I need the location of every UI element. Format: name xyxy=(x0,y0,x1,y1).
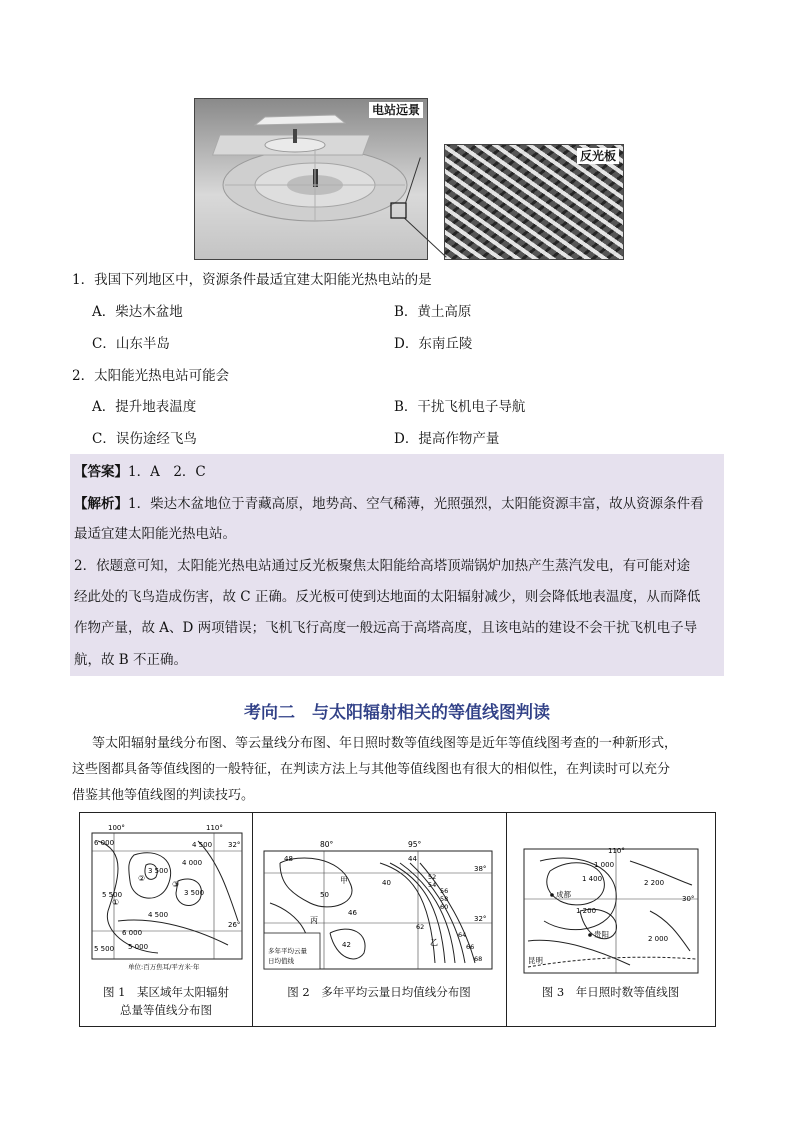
figure-2-map xyxy=(260,833,500,975)
answer-key-label: 【答案】 xyxy=(74,464,128,480)
analysis-line-6: 航，故 B 不正确。 xyxy=(74,652,188,668)
f1-lat-26: 26° xyxy=(228,921,241,929)
f1-label-5500a: 5 500 xyxy=(102,891,123,899)
question-1-option-a: A．柴达木盆地 xyxy=(92,304,183,320)
f1-label-5000: 5 000 xyxy=(128,943,149,951)
f2-label-58: 58 xyxy=(440,895,449,903)
figure-panel xyxy=(79,812,716,1027)
f2-jia: 甲 xyxy=(340,876,348,885)
f1-label-4500a: 4 500 xyxy=(192,841,213,849)
section-intro-line-3: 借鉴其他等值线图的判读技巧。 xyxy=(72,788,255,803)
f3-chengdu: 成都 xyxy=(556,890,571,899)
f3-lon-110: 110° xyxy=(608,847,625,855)
analysis-label: 【解析】 xyxy=(74,496,128,512)
question-1-option-c: C．山东半岛 xyxy=(92,336,170,352)
f3-guiyang: 贵阳 xyxy=(594,930,609,939)
f2-lon-80: 80° xyxy=(320,840,334,849)
f1-label-4500b: 4 500 xyxy=(148,911,169,919)
f2-bing: 丙 xyxy=(310,916,318,925)
answer-box xyxy=(70,454,724,676)
f2-label-40: 40 xyxy=(382,879,391,887)
f1-lon-100: 100° xyxy=(108,824,125,832)
question-2-option-a: A．提升地表温度 xyxy=(92,399,197,415)
f2-label-60: 60 xyxy=(440,903,449,911)
section-intro-line-1: 等太阳辐射量线分布图、等云量线分布图、年日照时数等值线图等是近年等值线图考查的一种新形式， xyxy=(92,736,678,751)
figure-3-map xyxy=(520,841,706,975)
f1-label-5500b: 5 500 xyxy=(94,945,115,953)
figure-1-caption-line-2: 总量等值线分布图 xyxy=(120,1003,212,1017)
question-1-stem: 1．我国下列地区中，资源条件最适宜建太阳能光热电站的是 xyxy=(72,272,432,288)
f3-kunming: 昆明 xyxy=(528,956,543,965)
f2-label-44: 44 xyxy=(408,855,417,863)
f2-label-48: 48 xyxy=(284,855,293,863)
f1-point-3: ③ xyxy=(172,880,180,889)
question-1-option-b: B．黄土高原 xyxy=(394,304,472,320)
f1-label-4000: 4 000 xyxy=(182,859,203,867)
photo-main-label: 电站远景 xyxy=(369,102,423,118)
question-2-option-d: D．提高作物产量 xyxy=(394,431,500,447)
f2-label-42: 42 xyxy=(342,941,351,949)
f2-label-68: 68 xyxy=(474,955,483,963)
f1-label-6000b: 6 000 xyxy=(122,929,143,937)
section-title: 考向二 与太阳辐射相关的等值线图判读 xyxy=(244,703,550,723)
f3-lat-30: 30° xyxy=(682,895,695,903)
f2-label-56: 56 xyxy=(440,887,449,895)
analysis-line-5: 作物产量，故 A、D 两项错误；飞机飞行高度一般远高于高塔高度，且该电站的建设不会干扰飞机电子导 xyxy=(74,620,698,636)
f2-legend-2: 日均值线 xyxy=(268,957,294,965)
f2-label-62: 62 xyxy=(416,923,425,931)
f2-label-46: 46 xyxy=(348,909,357,917)
f1-label-3500b: 3 500 xyxy=(184,889,205,897)
question-1-option-d: D．东南丘陵 xyxy=(394,336,473,352)
analysis-text-1: 1．柴达木盆地位于青藏高原，地势高、空气稀薄，光照强烈，太阳能资源丰富，故从资源条件看 xyxy=(128,496,704,512)
f2-label-64: 64 xyxy=(458,931,467,939)
f2-label-66: 66 xyxy=(466,943,475,951)
question-2-option-b: B．干扰飞机电子导航 xyxy=(394,399,526,415)
question-2-option-c: C．误伤途经飞鸟 xyxy=(92,431,197,447)
f1-lon-110: 110° xyxy=(206,824,223,832)
f2-label-54: 54 xyxy=(428,881,437,889)
question-2-stem: 2．太阳能光热电站可能会 xyxy=(72,368,230,384)
f3-chengdu-dot xyxy=(550,893,554,897)
figure-1-map xyxy=(88,821,248,973)
solar-plant-illustration xyxy=(195,99,427,259)
f1-point-2: ② xyxy=(138,874,146,883)
f3-label-2200: 2 200 xyxy=(644,879,665,887)
figure-2-caption: 图 2 多年平均云量日均值线分布图 xyxy=(287,985,471,999)
f2-lat-38: 38° xyxy=(474,865,487,873)
solar-plant-photo xyxy=(194,98,428,260)
answer-key xyxy=(74,462,206,482)
figure-1-caption-line-1: 图 1 某区域年太阳辐射 xyxy=(103,985,229,999)
f1-label-6000a: 6 000 xyxy=(94,839,115,847)
f2-label-50: 50 xyxy=(320,891,329,899)
figure-3-caption: 图 3 年日照时数等值线图 xyxy=(541,985,680,999)
f2-lon-95: 95° xyxy=(408,840,422,849)
f3-label-1000: 1 000 xyxy=(594,861,615,869)
f2-lat-32: 32° xyxy=(474,915,487,923)
analysis-line-2: 最适宜建太阳能光热电站。 xyxy=(74,526,236,542)
photo-inset-label: 反光板 xyxy=(577,148,619,164)
f2-label-52: 52 xyxy=(428,873,437,881)
f1-unit: 单位:百万焦耳/平方米·年 xyxy=(128,963,200,971)
f3-label-1400: 1 400 xyxy=(582,875,603,883)
f2-yi: 乙 xyxy=(430,938,438,947)
f2-legend-1: 多年平均云量 xyxy=(268,947,307,955)
reflector-panel-photo xyxy=(444,144,624,260)
f1-lat-32: 32° xyxy=(228,841,241,849)
figure-1-caption xyxy=(80,983,252,1019)
analysis-line-4: 经此处的飞鸟造成伤害，故 C 正确。反光板可使到达地面的太阳辐射减少，则会降低地表温度，从而降低 xyxy=(74,589,701,605)
analysis-line-3: 2．依题意可知，太阳能光热电站通过反光板聚焦太阳能给高塔顶端锅炉加热产生蒸汽发电，有可能对途 xyxy=(74,558,691,574)
f3-guiyang-dot xyxy=(588,933,592,937)
f1-label-3500a: 3 500 xyxy=(148,867,169,875)
analysis-line-1 xyxy=(74,494,704,514)
f1-point-1: ① xyxy=(112,898,120,907)
answer-key-text: 1．A 2．C xyxy=(128,464,206,480)
section-intro-line-2: 这些图都具备等值线图的一般特征，在判读方法上与其他等值线图也有很大的相似性，在判读时可以充分 xyxy=(72,762,671,777)
f3-label-1200: 1 200 xyxy=(576,907,597,915)
zoom-box xyxy=(391,203,406,218)
f3-label-2000: 2 000 xyxy=(648,935,669,943)
